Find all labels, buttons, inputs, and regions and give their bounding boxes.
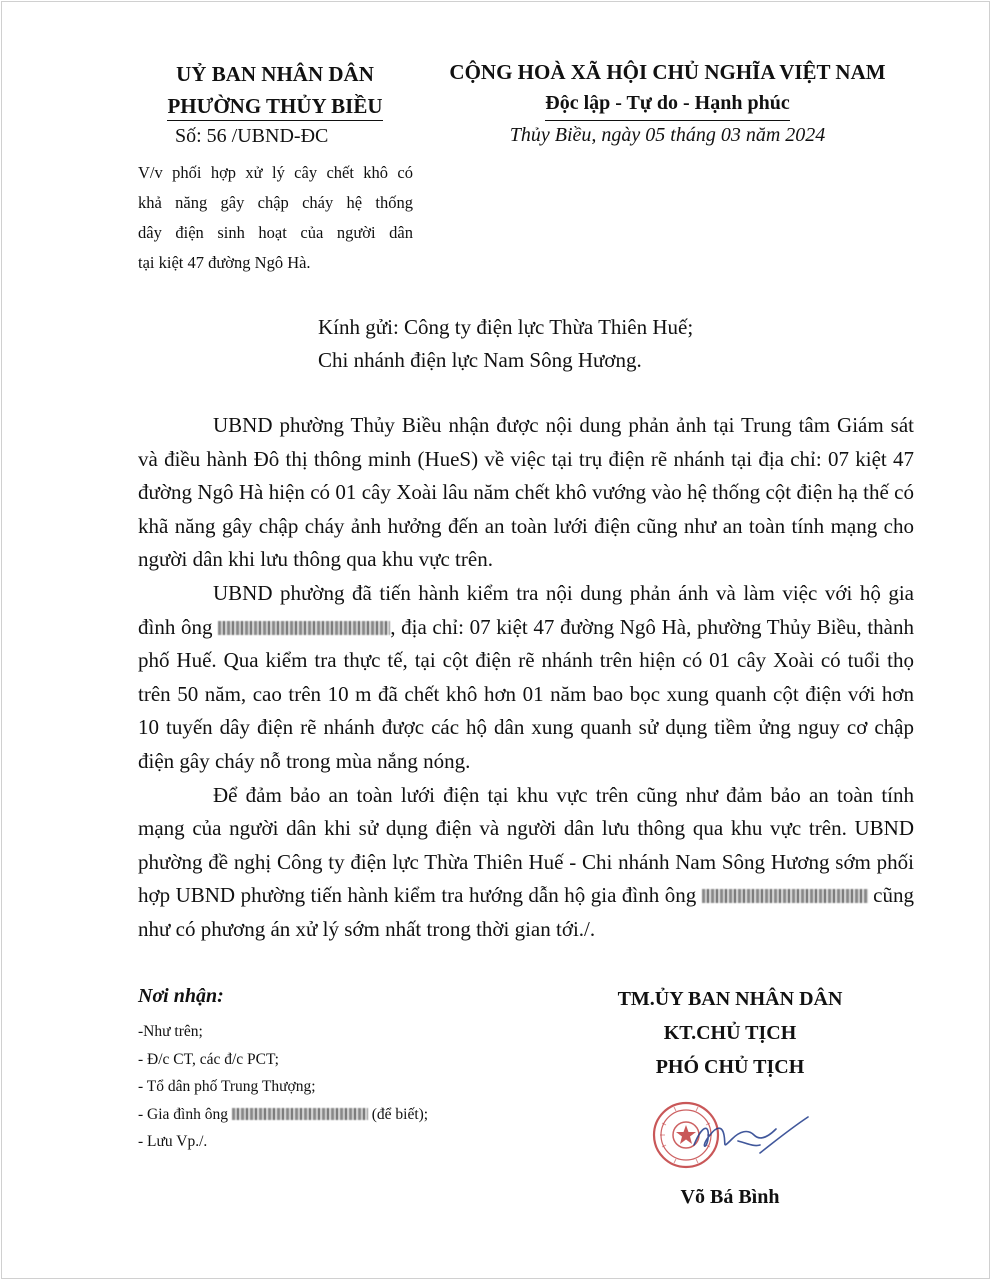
distribution-title: Nơi nhận: xyxy=(138,985,224,1007)
subject-line: tại kiệt 47 đường Ngô Hà. xyxy=(138,253,311,272)
distribution-item-family xyxy=(138,1101,428,1129)
body-paragraph-1: UBND phường Thủy Biều nhận được nội dung phản ảnh tại Trung tâm Giám sát và điều hành Đô thị thông minh (HueS) về việc tại trụ điện rẽ nhánh tại địa chỉ: 07 kiệt 47 đường Ngô Hà hiện có 01 cây Xoài lâu năm chết khô vướng vào hệ thống cột điện hạ thế có khã năng gây chập cháy ảnh hưởng đến an toàn lưới điện cũng như an toàn tính mạng cho người dân khi lưu thông qua khu vực trên. xyxy=(138,413,914,572)
body-paragraph-2 xyxy=(138,577,914,779)
paragraph-2-text-b: , địa chỉ: 07 kiệt 47 đường Ngô Hà, phường Thủy Biều, thành phố Huế. Qua kiểm tra thực tế, tại cột điện rẽ nhánh trên hiện có 01 cây Xoài có tuổi thọ trên 50 năm, cao trên 10 m đã chết khô hơn 01 năm bao bọc xung quanh cột điện với hơn 10 tuyến dây điện rẽ nhánh được các hộ dân xung quanh sử dụng tiềm ửng nguy cơ chập điện gây cháy nỗ trong mùa nắng nóng. xyxy=(138,614,914,773)
subject-line: khả năng gây chập cháy hệ thống xyxy=(138,193,413,212)
distribution-item: - Gia đình ông xyxy=(138,1105,228,1123)
signer-name: Võ Bá Bình xyxy=(680,1186,780,1208)
official-seal-and-signature xyxy=(650,1095,820,1180)
national-title: CỘNG HOÀ XÃ HỘI CHỦ NGHĨA VIỆT NAM xyxy=(449,60,886,84)
distribution-item: - Tổ dân phố Trung Thượng; xyxy=(138,1078,316,1095)
distribution-item: - Đ/c CT, các đ/c PCT; xyxy=(138,1050,279,1068)
recipients xyxy=(318,311,693,377)
distribution-item: - Lưu Vp./. xyxy=(138,1133,208,1150)
redacted-name xyxy=(232,1108,368,1120)
recipient-line2: Chi nhánh điện lực Nam Sông Hương. xyxy=(318,348,642,372)
document-number: Số: 56 /UBND-ĐC xyxy=(175,125,329,147)
redacted-name xyxy=(218,621,390,635)
recipient-line1: Kính gửi: Công ty điện lực Thừa Thiên Huế; xyxy=(318,315,694,339)
signature-block xyxy=(585,982,875,1084)
seal-icon xyxy=(650,1095,820,1175)
document-subject xyxy=(138,158,413,278)
signature-title-line2: KT.CHỦ TỊCH xyxy=(663,1022,797,1044)
agency-header xyxy=(140,58,410,122)
distribution-list xyxy=(138,1018,428,1156)
paragraph-3-text-b: cũng như có phương án xử lý sớm nhất trong thời gian tới./. xyxy=(138,883,914,941)
paragraph-2-text-a: UBND phường đã tiến hành kiểm tra nội dung phản ánh và làm việc với hộ gia đình ông xyxy=(138,580,914,639)
agency-name-line2: PHƯỜNG THỦY BIỀU xyxy=(167,93,382,121)
subject-line: dây điện sinh hoạt của người dân xyxy=(138,223,413,242)
place-date: Thủy Biều, ngày 05 tháng 03 năm 2024 xyxy=(509,124,826,146)
document-body xyxy=(138,409,914,947)
national-motto: Độc lập - Tự do - Hạnh phúc xyxy=(545,88,789,121)
signature-title-line3: PHÓ CHỦ TỊCH xyxy=(655,1056,805,1078)
redacted-name xyxy=(702,889,868,903)
distribution-item-suffix: (để biết); xyxy=(371,1105,429,1123)
subject-line: V/v phối hợp xử lý cây chết khô có xyxy=(138,163,413,182)
paragraph-3-text-a: Để đảm bảo an toàn lưới điện tại khu vực trên cũng như đảm bảo an toàn tính mạng của người dân khi sử dụng điện và người dân lưu thông qua khu vực trên. UBND phường đề nghị Công ty điện lực Thừa Thiên Huế - Chi nhánh Nam Sông Hương sớm phối hợp UBND phường tiến hành kiểm tra hướng dẫn hộ gia đình ông xyxy=(138,782,914,908)
signature-title-line1: TM.ỦY BAN NHÂN DÂN xyxy=(617,988,843,1010)
agency-name-line1: UỶ BAN NHÂN DÂN xyxy=(176,62,374,86)
body-paragraph-3 xyxy=(138,779,914,947)
distribution-item: -Như trên; xyxy=(138,1023,203,1040)
national-header xyxy=(420,56,915,121)
